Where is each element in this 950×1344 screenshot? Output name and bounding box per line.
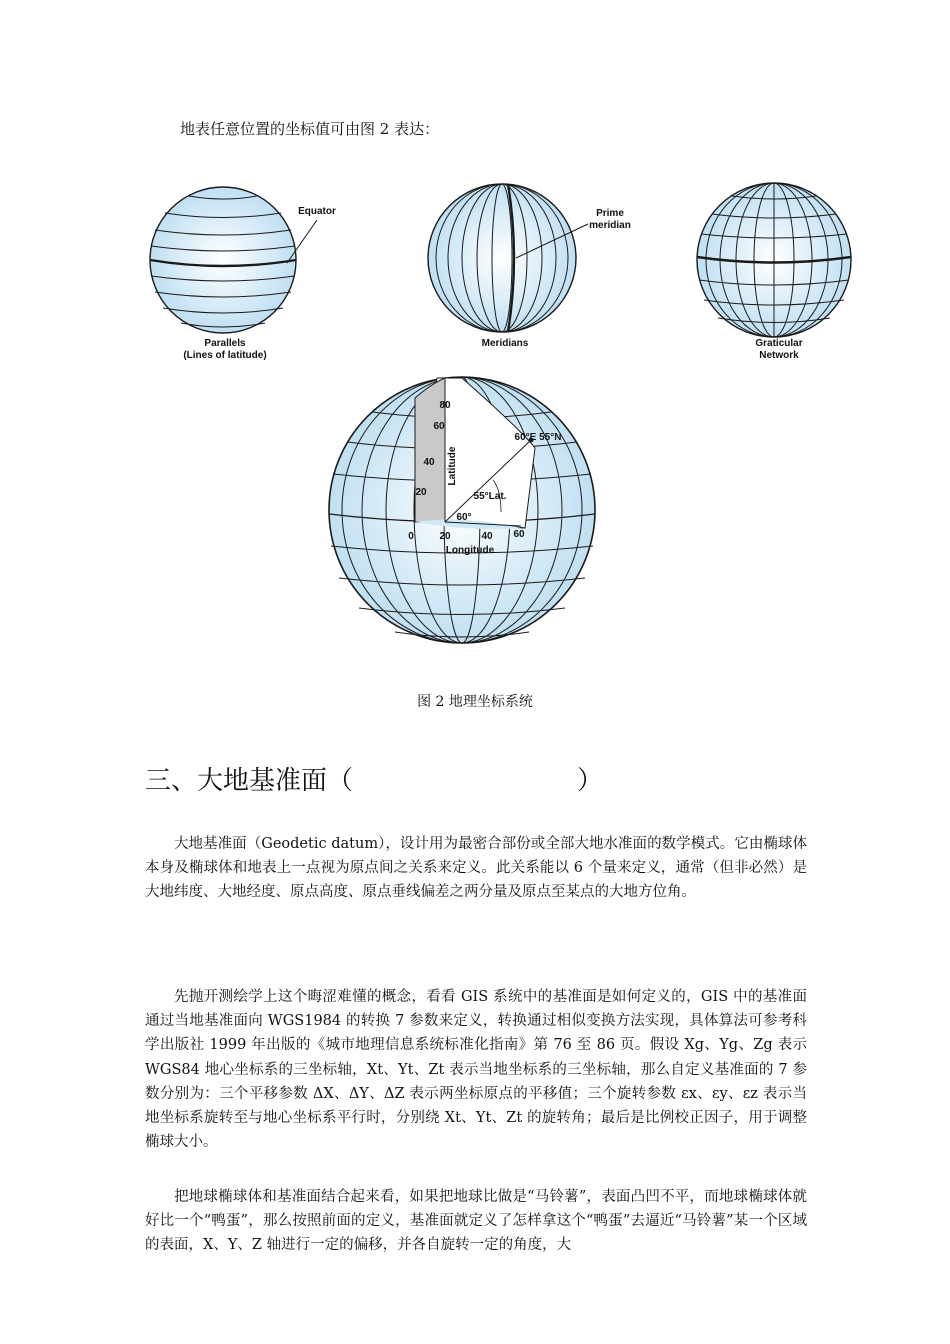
- lat-tick-20: 20: [415, 487, 427, 498]
- latitude-axis-label: Latitude: [447, 446, 458, 486]
- lon-tick-0: 0: [408, 531, 414, 542]
- parallels-label-line1: Parallels: [204, 338, 246, 349]
- paragraph-3: 把地球椭球体和基准面结合起来看，如果把地球比做是“马铃薯”，表面凸凹不平，而地球椭球体就好比一个“鸭蛋”，那么按照前面的定义，基准面就定义了怎样拿这个“鸭蛋”去逼近“马铃薯”某一个区域的表面，X、Y、Z 轴进行一定的偏移，并各自旋转一定的角度，大: [145, 1189, 807, 1254]
- paragraph-2: 先抛开测绘学上这个晦涩难懂的概念，看看 GIS 系统中的基准面是如何定义的，GIS 中的基准面通过当地基准面向 WGS1984 的转换 7 参数来定义，转换通过相似变换方法实现，具体算法可参考科学出版社 1999 年出版的《城市地理信息系统标准化指南》第 76 至 86 页。假设 Xg、Yg、Zg 表示 WGS84 地心坐标系的三坐标轴，Xt、Yt、Zt 表示当地坐标系的三坐标轴，那么自定义基准面的 7 参数分别为：三个平移参数 ΔX、ΔY、ΔZ 表示两坐标原点的平移值；三个旋转参数 εx、εy、εz 表示当地坐标系旋转至与地心坐标系平行时，分别绕 Xt、Yt、Zt 的旋转角；最后是比例校正因子，用于调整椭球大小。: [145, 989, 807, 1151]
- parallels-label: [145, 338, 305, 362]
- lon-tick-60: 60: [513, 529, 525, 540]
- prime-meridian-callout: [580, 208, 640, 232]
- prime-meridian-callout-line1: Prime: [596, 208, 624, 219]
- angle-lon-label: 60°: [456, 512, 472, 523]
- parallels-label-line2: (Lines of latitude): [183, 350, 267, 361]
- lon-tick-40: 40: [481, 531, 493, 542]
- section-title-close: ）: [577, 766, 604, 796]
- point-label: 60°E 55°N: [514, 432, 562, 443]
- graticular-label-line1: Graticular: [755, 338, 803, 349]
- section-title: 三、大地基准面（: [145, 766, 354, 796]
- lat-tick-60: 60: [433, 421, 445, 432]
- globe-parallels: [145, 180, 345, 361]
- graticular-label: [724, 338, 834, 362]
- lat-tick-80: 80: [439, 400, 451, 411]
- equator-callout: Equator: [298, 206, 336, 217]
- figure-caption: 图 2 地理坐标系统: [417, 694, 533, 710]
- angle-lat-label: 55°Lat.: [473, 491, 507, 502]
- prime-meridian-callout-line2: meridian: [589, 220, 631, 231]
- intro-text: 地表任意位置的坐标值可由图 2 表达：: [180, 120, 440, 138]
- globe-meridians: [420, 178, 640, 349]
- meridians-label: Meridians: [481, 338, 529, 349]
- section-heading: [145, 760, 604, 797]
- globe-lat-lon: [325, 370, 605, 660]
- graticular-label-line2: Network: [759, 350, 799, 361]
- lon-tick-20: 20: [439, 531, 451, 542]
- longitude-axis-label: Longitude: [445, 545, 495, 556]
- paragraph-1: 大地基准面（Geodetic datum），设计用为最密合部份或全部大地水准面的数学模式。它由椭球体本身及椭球体和地表上一点视为原点间之关系来定义。此关系能以 6 个量来定义，通常（但非必然）是大地纬度、大地经度、原点高度、原点垂线偏差之两分量及原点至某点的大地方位角。: [145, 836, 807, 901]
- globe-graticule: [694, 180, 854, 361]
- lat-tick-40: 40: [423, 457, 435, 468]
